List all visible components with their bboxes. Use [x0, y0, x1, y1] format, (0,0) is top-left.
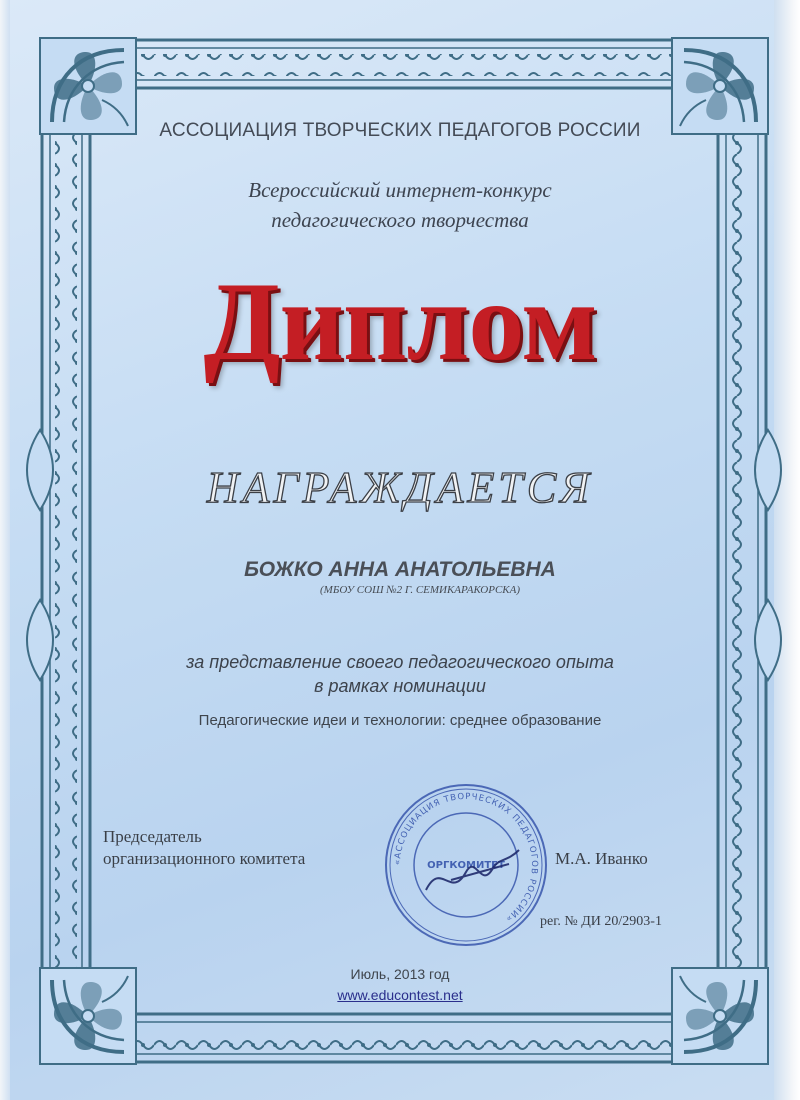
diploma-title: Диплом: [203, 260, 597, 384]
signer-name: М.А. Иванко: [555, 849, 648, 868]
association-name: АССОЦИАЦИЯ ТВОРЧЕСКИХ ПЕДАГОГОВ РОССИИ: [159, 120, 641, 141]
contest-name: [0, 175, 800, 235]
stamp-center-text: ОРГКОМИТЕТ: [427, 860, 505, 871]
issue-date: Июль, 2013 год: [350, 966, 450, 982]
stamp-ring-text: «АССОЦИАЦИЯ ТВОРЧЕСКИХ ПЕДАГОГОВ РОССИИ»: [392, 791, 540, 924]
chairman-title: [103, 826, 305, 870]
chairman-line-2: организационного комитета: [103, 849, 306, 868]
recipient-name: БОЖКО АННА АНАТОЛЬЕВНА: [244, 558, 556, 581]
organizer-stamp: [381, 780, 551, 950]
awarded-heading: НАГРАЖДАЕТСЯ: [206, 463, 594, 512]
registration-number: рег. № ДИ 20/2903-1: [540, 914, 662, 929]
reason-line-2: в рамках номинации: [314, 676, 486, 696]
nomination-name: Педагогические идеи и технологии: среднее образование: [198, 712, 602, 729]
website-link[interactable]: www.educontest.net: [337, 987, 463, 1003]
recipient-school: (МБОУ СОШ №2 Г. СЕМИКАРАКОРСКА): [320, 584, 520, 596]
reason-line-1: за представление своего педагогического опыта: [186, 652, 614, 672]
contest-line-2: педагогического творчества: [271, 208, 529, 232]
award-reason: [0, 650, 800, 698]
contest-line-1: Всероссийский интернет-конкурс: [248, 178, 552, 202]
chairman-line-1: Председатель: [103, 827, 202, 846]
